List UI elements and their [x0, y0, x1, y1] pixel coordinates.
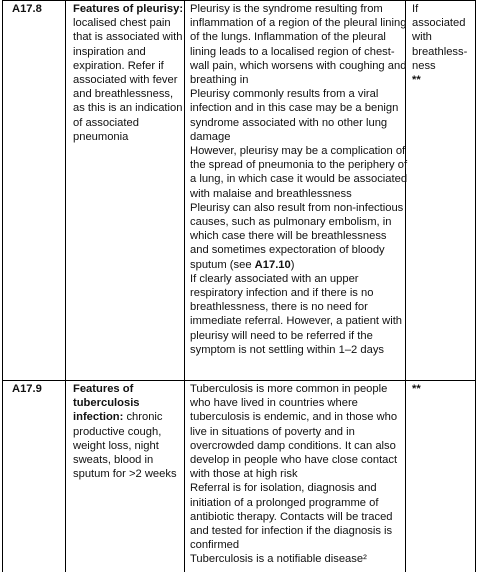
feature-title: Features of pleurisy:	[73, 3, 184, 15]
note-paragraph: Pleurisy commonly results from a viral infection and in this case may be a benign syndrome associated with no other lung damage	[190, 88, 399, 143]
notes-cell	[190, 382, 408, 567]
feature-title: Features of tuberculosis infection:	[73, 383, 140, 424]
referral-cell	[412, 382, 472, 396]
note-paragraph: If clearly associated with an upper respiratory infection and if there is no breathlessness, there is no need for immediate referral. However, a patient with pleurisy will need to be referred if the symptom is not settling within 1–2 days	[190, 272, 403, 356]
note-paragraph: However, pleurisy may be a complication of the spread of pneumonia to the periphery of a lung, in which case it would be associated with malaise and breathlessness	[190, 145, 408, 200]
cross-reference-link[interactable]: A17.10	[254, 258, 291, 271]
clinical-table	[2, 0, 476, 572]
note-paragraph: Tuberculosis is more common in people who have lived in countries where tuberculosis is endemic, and in those who live in situations of poverty and in overcrowded damp conditions. It can also develop in people who have close contact with those at high risk	[190, 383, 398, 481]
column-divider	[65, 0, 66, 380]
note-text: )	[290, 258, 295, 271]
table-row	[3, 380, 475, 572]
note-paragraph: Referral is for isolation, diagnosis and initiation of a prolonged programme of antibiotic therapy. Contacts will be traced and tested for infection if the diagnosis is confirmed	[190, 482, 393, 552]
referral-condition: If associated with breathless-ness	[412, 3, 468, 72]
table-row	[3, 0, 475, 380]
row-id: A17.8	[12, 3, 42, 15]
feature-cell	[73, 382, 185, 481]
referral-urgency: **	[412, 74, 421, 87]
referral-urgency: **	[412, 383, 421, 395]
note-text: Pleurisy can also result from non-infectious causes, such as pulmonary embolism, in which case there will be breathlessness and sometimes expectoration of bloody sputum (see	[190, 201, 404, 271]
note-paragraph: Pleurisy is the syndrome resulting from inflammation of a region of the pleural lining of the lungs. Inflammation of the pleural lining leads to a localised region of chest-wall pain, which worsens with coughing and breathing in	[190, 3, 407, 87]
feature-description: localised chest pain that is associated with inspiration and expiration. Refer if associated with fever and breathlessness, as this is an indication of associated pneumonia	[73, 17, 183, 143]
feature-cell	[73, 2, 185, 144]
referral-cell	[412, 2, 472, 87]
column-divider	[65, 380, 66, 572]
note-paragraph	[190, 201, 408, 272]
notes-cell	[190, 2, 408, 357]
feature-description: chronic productive cough, weight loss, night sweats, blood in sputum for >2 weeks	[73, 411, 177, 481]
note-paragraph: Tuberculosis is a notifiable disease²	[190, 553, 367, 566]
row-id: A17.9	[12, 383, 42, 395]
